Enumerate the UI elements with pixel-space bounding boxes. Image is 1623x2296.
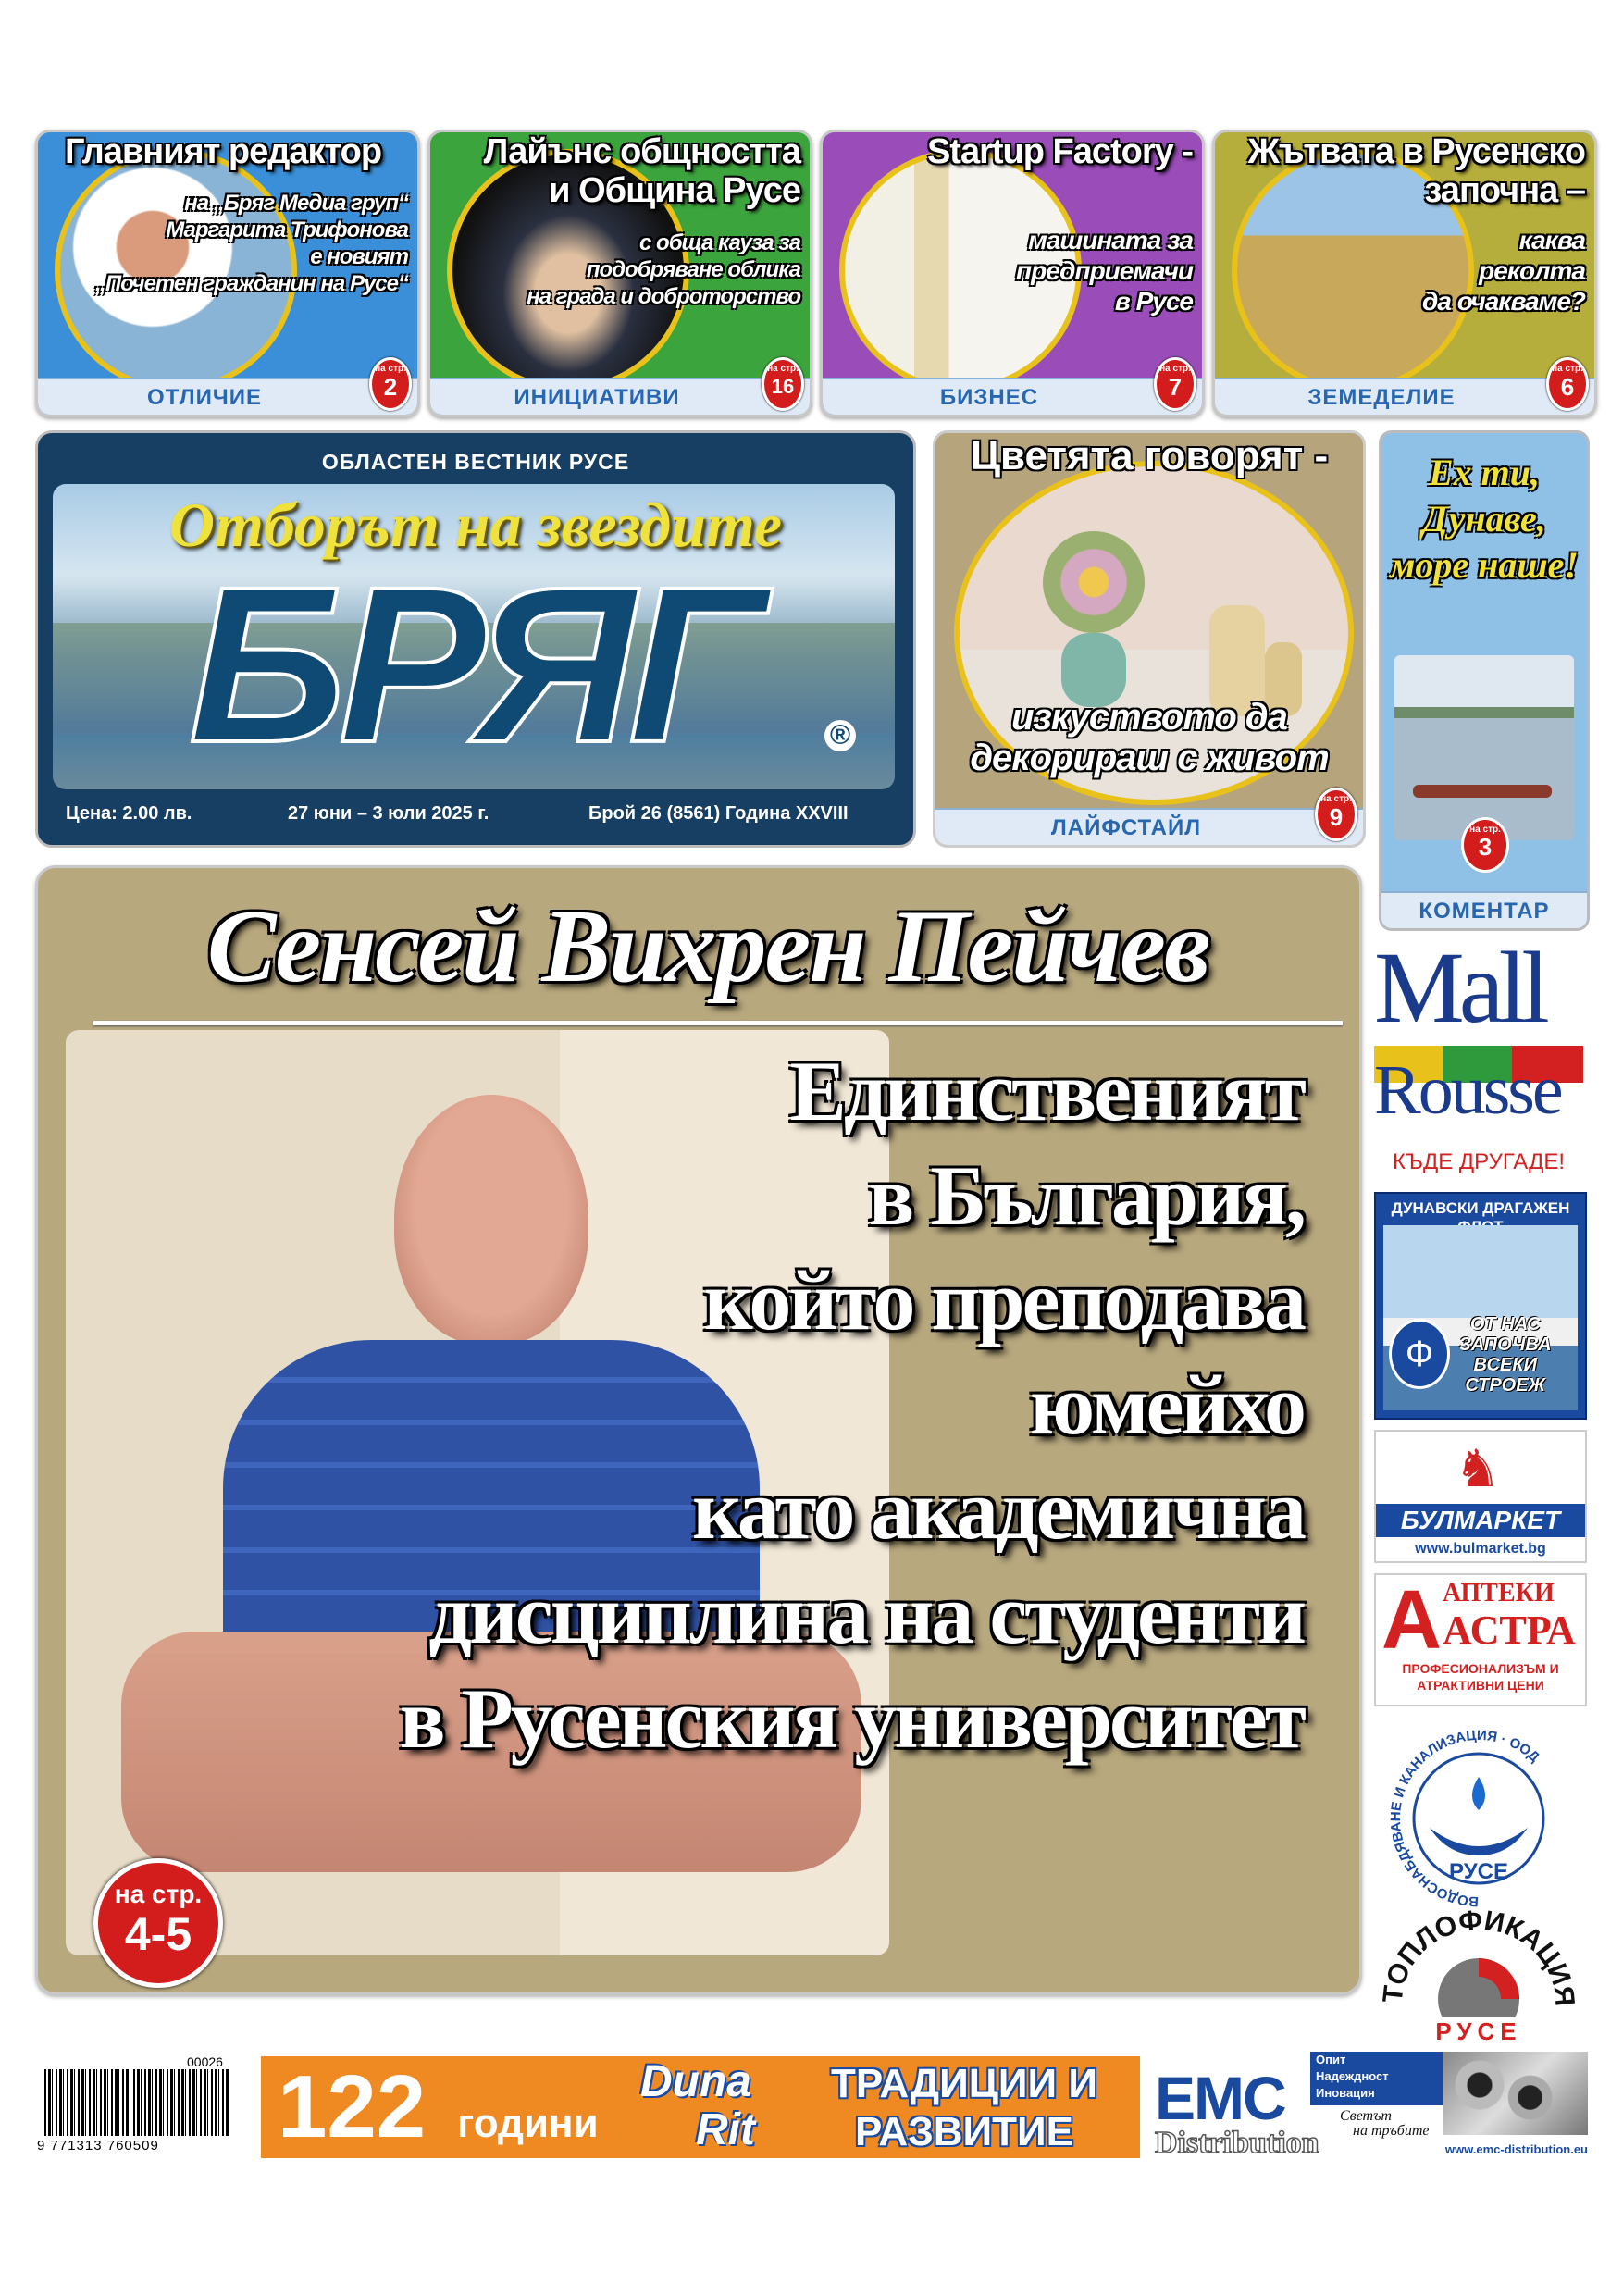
teaser-award[interactable] <box>35 130 420 417</box>
astra-slogan: ПРОФЕСИОНАЛИЗЪМ И АТРАКТИВНИ ЦЕНИ <box>1402 1661 1559 1693</box>
dunarit-logo: Duna Rit <box>640 2057 755 2154</box>
barcode-number: 9 771313 760509 <box>37 2138 159 2153</box>
teaser-headline: Цветята говорят - <box>970 433 1329 478</box>
svg-text:ВОДОСНАБДЯВАНЕ И КАНАЛИЗАЦИЯ ·: ВОДОСНАБДЯВАНЕ И КАНАЛИЗАЦИЯ · ООД <box>1387 1727 1542 1910</box>
masthead-slogan: Отборът на звездите <box>168 490 783 560</box>
page-badge: на стр. 7 <box>1154 357 1196 411</box>
main-subtitle: Единственият в България, който преподава юмейхо като академична дисциплина на студенти в Русенския университет <box>399 1044 1304 1766</box>
bulmarket-name: БУЛМАРКЕТ <box>1376 1504 1585 1537</box>
teaser-headline: Жътвата в Русенско започна – <box>1247 132 1585 210</box>
registered-mark: ® <box>824 720 856 751</box>
astra-line2: АСТРА <box>1443 1607 1576 1653</box>
page-badge: на стр. 9 <box>1315 788 1357 841</box>
teaser-subtext: изкуството да декорираш с живот <box>970 697 1329 778</box>
masthead-issue: Брой 26 (8561) Година XXVIII <box>588 803 849 824</box>
barcode <box>37 2054 250 2156</box>
horse-icon: ♞ <box>1454 1439 1502 1497</box>
section-band: ОТЛИЧИЕ <box>38 378 417 415</box>
main-story[interactable] <box>35 865 1362 1995</box>
tradition-text: ТРАДИЦИИ И РАЗВИТИЕ <box>831 2061 1097 2154</box>
teaser-subtext: с обща кауза за подобряване облика на града и доброторство <box>527 230 800 309</box>
section-band: ЗЕМЕДЕЛИЕ <box>1215 378 1594 415</box>
masthead-region: ОБЛАСТЕН ВЕСТНИК РУСЕ <box>321 450 630 474</box>
comment-headline: Ех ти, Дунаве, море наше! <box>1389 452 1579 586</box>
mall-slogan: КЪДЕ ДРУГАДЕ! <box>1392 1149 1565 1174</box>
ad-astra-pharmacy[interactable] <box>1374 1573 1587 1706</box>
astra-line1: АПТЕКИ <box>1443 1579 1555 1607</box>
teaser-headline: Главният редактор <box>64 132 382 171</box>
emc-slogan: Светът на тръбите <box>1340 2108 1430 2139</box>
teaser-agriculture[interactable] <box>1212 130 1597 417</box>
section-band: ИНИЦИАТИВИ <box>430 378 810 415</box>
mall-word: Mall <box>1374 944 1544 1044</box>
masthead-dates: 27 юни – 3 юли 2025 г. <box>288 803 489 824</box>
teaser-headline: Лайънс общността и Община Русе <box>483 132 800 210</box>
teaser-lifestyle[interactable] <box>933 430 1366 848</box>
ad-vik-ruse[interactable] <box>1374 1726 1583 1911</box>
svg-text:РУСЕ: РУСЕ <box>1435 2017 1522 2045</box>
masthead-price: Цена: 2.00 лв. <box>66 803 192 824</box>
section-band: ЛАЙФСТАЙЛ <box>935 808 1363 845</box>
teaser-initiatives[interactable] <box>427 130 812 417</box>
ad-emc-distribution[interactable] <box>1155 2050 1590 2166</box>
fleet-slogan: ОТ НАС ЗАПОЧВА ВСЕКИ СТРОЕЖ <box>1459 1314 1552 1396</box>
teaser-subtext: на „Бряг Медиа груп“ Маргарита Трифонова е новият „Почетен гражданин на Русе“ <box>94 191 408 296</box>
masthead-title: БРЯГ <box>188 540 758 788</box>
ad-dunarit[interactable] <box>261 2056 1140 2158</box>
pharmacy-icon: А <box>1381 1574 1442 1667</box>
page-badge: на стр. 3 <box>1461 817 1509 873</box>
teaser-headline: Startup Factory - <box>926 132 1193 171</box>
page-badge: на стр. 16 <box>762 357 804 411</box>
teaser-subtext: машината за предприемачи в Русе <box>1016 226 1193 316</box>
fleet-title: ДУНАВСКИ ДРАГАЖЕН <box>1391 1199 1570 1217</box>
barcode-issue: 00026 <box>187 2054 223 2069</box>
main-page-badge: на стр. 4-5 <box>93 1858 223 1988</box>
page-badge: на стр. 2 <box>369 357 412 411</box>
ad-danube-fleet[interactable] <box>1374 1192 1587 1420</box>
fleet-emblem: Ф <box>1389 1319 1450 1389</box>
emc-values: Опит Надеждност Иновация <box>1310 2052 1445 2105</box>
masthead <box>35 430 916 848</box>
teaser-comment[interactable] <box>1379 430 1590 931</box>
years-number: 122 <box>278 2057 427 2156</box>
svg-text:ТОПЛОФИКАЦИЯ: ТОПЛОФИКАЦИЯ <box>1377 1906 1580 2008</box>
ad-bulmarket[interactable] <box>1374 1430 1587 1563</box>
comment-photo <box>1394 655 1574 840</box>
section-band: КОМЕНТАР <box>1381 891 1587 928</box>
vik-logo <box>1374 1726 1583 1911</box>
main-title: Сенсей Вихрен Пейчев <box>206 889 1209 1004</box>
page-badge: на стр. 6 <box>1546 357 1589 411</box>
emc-pipes-photo <box>1443 2052 1588 2135</box>
teaser-business[interactable] <box>820 130 1205 417</box>
years-word: години <box>457 2101 599 2146</box>
barcode-bars <box>44 2069 229 2136</box>
bulmarket-url: www.bulmarket.bg <box>1415 1541 1546 1557</box>
section-band: БИЗНЕС <box>823 378 1202 415</box>
emc-url: www.emc-distribution.eu <box>1444 2142 1588 2156</box>
teaser-subtext: каква реколта да очакваме? <box>1422 226 1585 316</box>
title-rule <box>93 1021 1343 1025</box>
emc-logo: EMC <box>1155 2064 1285 2132</box>
toplofikatsia-logo <box>1374 1906 1583 2045</box>
ad-mall-rousse[interactable] <box>1374 944 1583 1185</box>
svg-text:РУСЕ: РУСЕ <box>1449 1859 1508 1884</box>
ad-toplofikatsia[interactable] <box>1374 1906 1583 2045</box>
rousse-word: Rousse <box>1374 1051 1561 1129</box>
emc-distribution-word: Distribution <box>1155 2126 1319 2160</box>
